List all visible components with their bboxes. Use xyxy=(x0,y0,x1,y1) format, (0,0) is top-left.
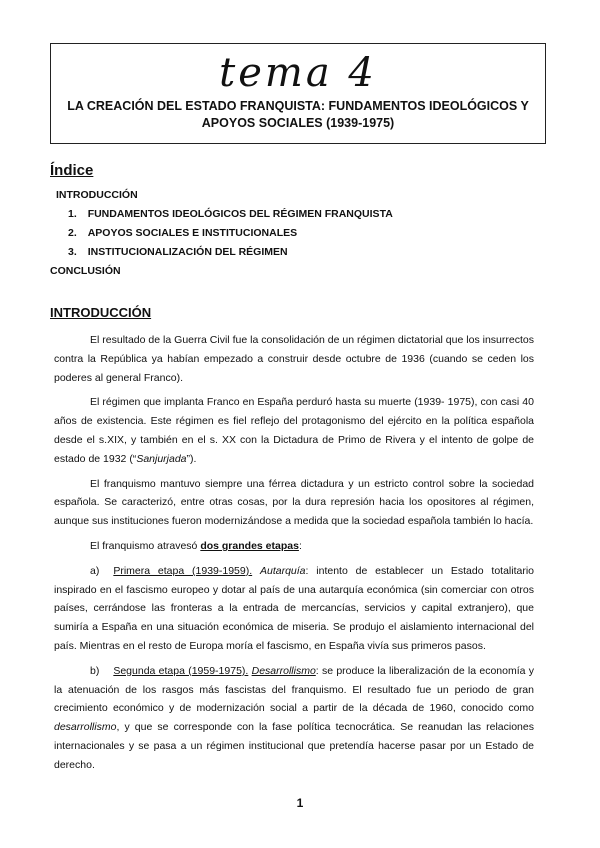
index-item-num: 3. xyxy=(68,246,77,258)
sanjurjada-term: Sanjurjada xyxy=(136,452,187,465)
index-item-num: 2. xyxy=(68,227,77,239)
index-item-label: INSTITUCIONALIZACIÓN DEL RÉGIMEN xyxy=(87,246,288,258)
page-title: tema 4 xyxy=(219,50,377,96)
index-item xyxy=(68,246,288,259)
two-stages-term: dos grandes etapas xyxy=(200,539,299,552)
paragraph: El franquismo mantuvo siempre una férrea dictadura y un estricto control sobre la sociedad española. Se caracterizó, entre otras cosas, por la dura represión hacia los opositores al régimen, aunque sus instituciones fueron modernizándose a medida que la sociedad española también lo hacía. xyxy=(54,477,534,528)
index-heading: Índice xyxy=(50,162,94,179)
paragraph: El resultado de la Guerra Civil fue la consolidación de un régimen dictatorial que los insurrectos contra la República ya habían empezado a construir desde octubre de 1936 (cuando se ceden los poderes al general Franco). xyxy=(54,334,534,384)
index-item xyxy=(68,208,393,221)
stage-two-title: Segunda etapa (1959-1975). xyxy=(113,664,249,677)
page-number: 1 xyxy=(296,796,304,810)
paragraph: El franquismo atravesó dos grandes etapas: xyxy=(90,539,302,552)
title-box xyxy=(50,43,546,144)
index-item xyxy=(68,227,297,240)
list-item-a: a) Primera etapa (1939-1959). Autarquía: intento de establecer un Estado totalitario inspirado en el fascismo europeo y dotar al país de una autarquía económica (sin comerciar con otros países, cerrándose las fronteras a la entrada de mercancías, servicios y capital extranjero), que sumiría a España en una situación económica de miseria. Se produjo el aislamiento internacional del país. Mientras en el resto de Europa moría el fascismo, en España vivía sus primeros pasos. xyxy=(54,564,535,652)
index-intro: INTRODUCCIÓN xyxy=(56,189,138,201)
index-conclusion: CONCLUSIÓN xyxy=(50,265,121,277)
index-item-label: APOYOS SOCIALES E INSTITUCIONALES xyxy=(87,227,298,239)
page-subtitle: LA CREACIÓN DEL ESTADO FRANQUISTA: FUNDAMENTOS IDEOLÓGICOS Y APOYOS SOCIALES (1939-1975) xyxy=(67,99,529,130)
index-item-label: FUNDAMENTOS IDEOLÓGICOS DEL RÉGIMEN FRANQUISTA xyxy=(87,208,393,220)
paragraph: El régimen que implanta Franco en España perduró hasta su muerte (1939- 1975), con casi 40 años de existencia. Este régimen es fiel reflejo del protagonismo del ejército en la política española desde el s.XIX, y también en el s. XX con la Dictadura de Primo de Rivera y el intento de golpe de estado de 1932 (“Sanjurjada”). xyxy=(54,396,534,465)
section-heading: INTRODUCCIÓN xyxy=(50,305,152,320)
stage-one-name: Autarquía xyxy=(259,564,306,577)
stage-two-name: Desarrollismo xyxy=(251,664,316,677)
stage-one-title: Primera etapa (1939-1959). xyxy=(113,564,253,577)
body-text xyxy=(54,331,534,775)
index-item-num: 1. xyxy=(68,208,77,220)
list-item-b: b) Segunda etapa (1959-1975). Desarrollismo: se produce la liberalización de la economía y la atenuación de los rasgos más fascistas del franquismo. El resultado fue un periodo de gran crecimiento económico y de modernización social a partir de la década de 1960, conocido como desarrollismo, y que se corresponde con la fase política tecnocrática. Se reanudan las relaciones internacionales y se pasa a un régimen institucional que pretendía hacerse pasar por un Estado de derecho. xyxy=(54,664,534,771)
